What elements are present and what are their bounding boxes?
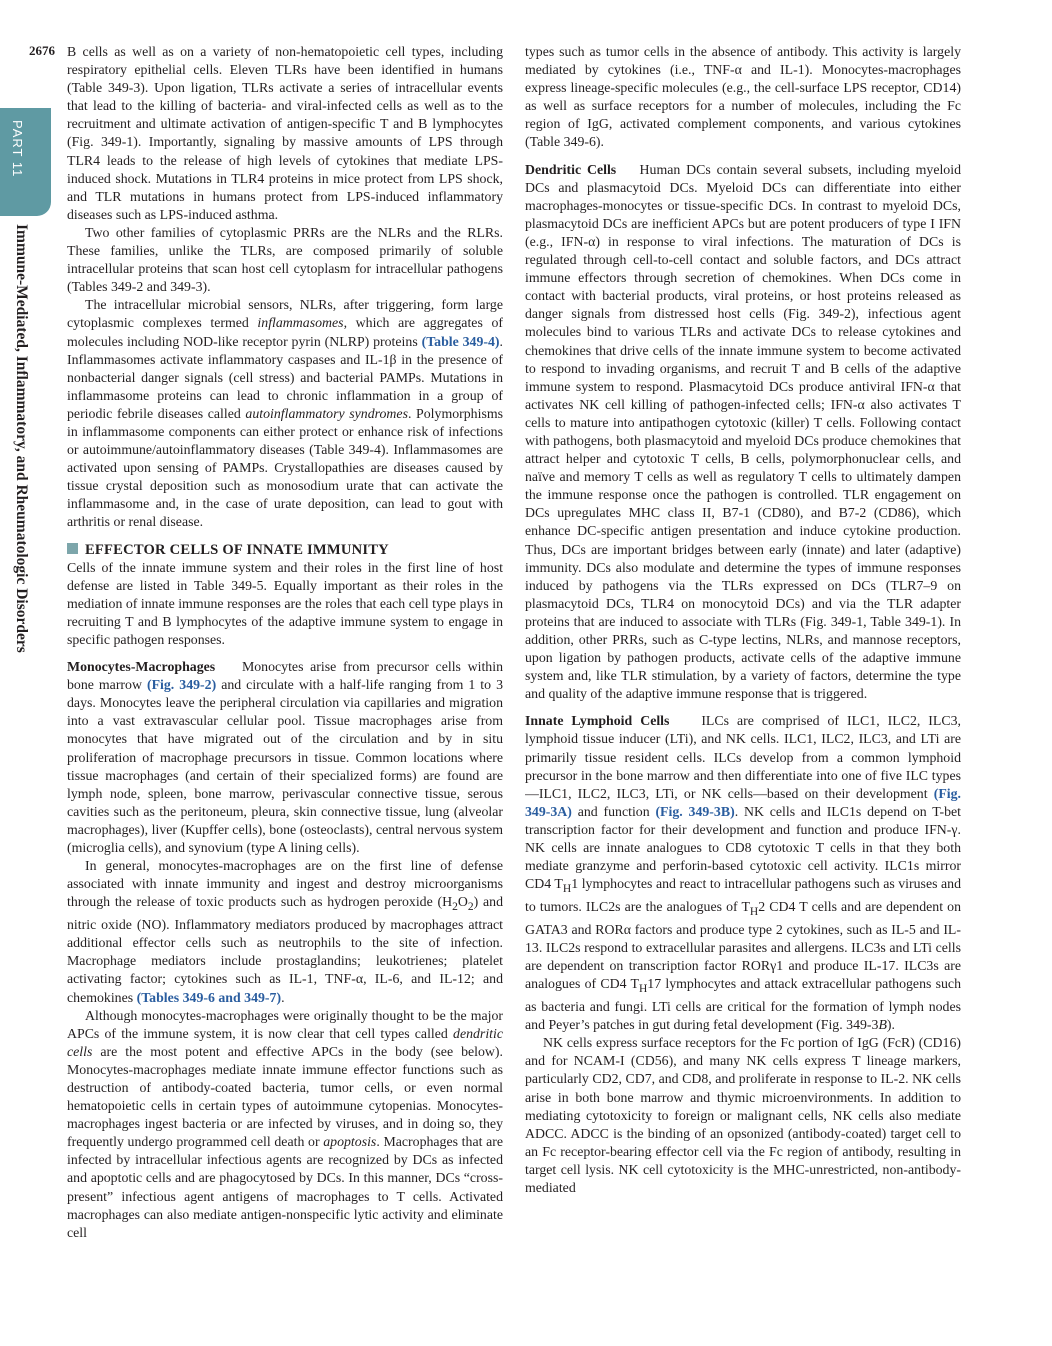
section-heading: EFFECTOR CELLS OF INNATE IMMUNITY <box>67 541 503 559</box>
paragraph: Although monocytes-macrophages were originally thought to be the major APCs of the immune system, it is now clear that cell types called dendritic cells are the most potent and effective APCs in the body (see below). Monocytes-macrophages mediate innate immune effector functions such as destruction of antibody-coated bacteria, tumor cells, or even normal hematopoietic cells in certain types of autoimmune cytopenias. Monocytes-macrophages ingest bacteria or are infected by viruses, and in doing so, they frequently undergo programmed cell death or apoptosis. Macrophages that are infected by intracellular infectious agents are recognized by DCs as infected and apoptotic cells and are phagocytosed by DCs. In this manner, DCs “cross-present” infectious agent antigens of macrophages to T cells. Activated macrophages can also mediate antigen-nonspecific lytic activity and eliminate cell <box>67 1007 503 1240</box>
subheading: Dendritic Cells <box>525 161 617 177</box>
left-column <box>67 43 503 1283</box>
term: autoinflammatory syndromes <box>245 405 408 421</box>
paragraph: In general, monocytes-macrophages are on the first line of defense associated with innate immunity and ingest and destroy microorganisms through the release of toxic products such as hydrogen peroxide $(H_2O_2)$ and nitric oxide (NO). Inflammatory mediators produced by macrophages attract additional effector cells such as neutrophils to the site of infection. Macrophage mediators include prostaglandins; leukotrienes; platelet activating factor; cytokines such as IL-1, TNF-α, IL-6, and IL-12; and chemokines (Tables 349-6 and 349-7). <box>67 858 503 1005</box>
subheading: Innate Lymphoid Cells <box>525 713 670 729</box>
table-link[interactable]: (Tables 349-6 and 349-7) <box>136 989 282 1005</box>
paragraph: NK cells express surface receptors for the Fc portion of IgG (FcR) (CD16) and for NCAM-I (CD56), and many NK cells express T lineage markers, particularly CD2, CD7, and CD8, and proliferate in response to IL-2. NK cells arise in both bone marrow and thymic microenvironments. In addition to mediating cytotoxicity to foreign or malignant cells, NK cells also mediate ADCC. ADCC is the binding of an opsonized (antibody-coated) target cell to an Fc receptor-bearing effector cell via the Fc region of antibody, resulting in target cell lysis. NK cell cytotoxicity is the MHC-unrestricted, non-antibody-mediated <box>525 1035 961 1196</box>
part-label: PART 11 <box>10 120 25 178</box>
paragraph: Cells of the innate immune system and their roles in the first line of host defense are listed in Table 349-5. Equally important as their roles in the mediation of innate immune responses are the roles that each cell type plays in recruiting T and B lymphocytes of the adaptive immune system to engage in specific pathogen responses. <box>67 559 503 647</box>
subheading: Monocytes-Macrophages <box>67 659 216 675</box>
section-marker-icon <box>67 543 78 554</box>
paragraph: Dendritic Cells Human DCs contain several subsets, including myeloid DCs and plasmacytoid DCs. Myeloid DCs can differentiate into either macrophages-monocytes or tissue-specific DCs. In contrast to myeloid DCs, plasmacytoid DCs are inefficient APCs but are potent producers of type I IFN (e.g., IFN-α) in response to viral infections. The maturation of DCs is regulated through cell-to-cell contact and soluble factors, and DCs attract immune effectors through secretion of chemokines. When DCs come in contact with bacterial products, viral proteins, or host proteins released as danger signals from distressed host cells (Fig. 349-2), infectious agent molecules bind to various TLRs and activate DCs to release cytokines and chemokines that drive cells of the innate immune system to become activated to respond to invading organisms, and recruit T and B cells of the adaptive immune system to respond. Plasmacytoid DCs produce antiviral IFN-α that activates NK cell killing of pathogen-infected cells; IFN-α also activates T cells to mature into antipathogen cytotoxic (killer) T cells. Following contact with pathogens, both plasmacytoid and myeloid DCs produce chemokines that attract helper and cytotoxic T cells, B cells, polymorphonuclear cells, and naïve and memory T cells as well as regulatory T cells to ultimately dampen the immune response once the pathogen is controlled. TLR engagement on DCs upregulates MHC class II, B7-1 (CD80), and B7-2 (CD86), which enhance DC-specific antigen presentation and induce cytokine production. Thus, DCs are important bridges between early (innate) and later (adaptive) immunity. DCs also modulate and determine the types of immune responses induced by pathogens via the TLRs expressed on DCs (TLR7–9 on plasmacytoid DCs, TLR4 on monocytoid DCs) and via the TLR adapter proteins that are induced to associate with TLRs (Fig. 349-1, Table 349-1). In addition, other PRRs, such as C-type lectins, NLRs, and mannose receptors, upon ligation by pathogen products, activate cells of the adaptive immune system and, like TLR stimulation, by a variety of factors, determine the type and quality of the adaptive immune response that is triggered. <box>525 161 961 702</box>
right-column <box>525 43 961 1283</box>
paragraph: The intracellular microbial sensors, NLRs, after triggering, form large cytoplasmic complexes termed inflammasomes, which are aggregates of molecules including NOD-like receptor pyrin (NLRP) proteins (Table 349-4). Inflammasomes activate inflammatory caspases and IL-1β in the presence of nonbacterial danger signals (cell stress) and bacterial PAMPs. Mutations in inflammasome proteins can lead to chronic inflammation in a group of periodic febrile diseases called autoinflammatory syndromes. Polymorphisms in inflammasome components can either protect or enhance risk of infections or autoimmune/autoinflammatory diseases (Table 349-4). Inflammasomes are activated upon sensing of PAMPs. Crystallopathies are diseases caused by tissue crystal deposition such as monosodium urate that can activate the inflammasome and, in the case of urate deposition, can lead to gout with arthritis or renal disease. <box>67 297 503 530</box>
table-link[interactable]: (Table 349-4) <box>421 333 500 349</box>
term: dendritic cells <box>67 1025 503 1059</box>
term: apoptosis <box>323 1134 377 1150</box>
part-tab <box>0 108 51 216</box>
figure-link[interactable]: (Fig. 349-2) <box>146 677 217 693</box>
paragraph: B cells as well as on a variety of non-hematopoietic cell types, including respiratory epithelial cells. Eleven TLRs have been identified in humans (Table 349-3). Upon ligation, TLRs activate a series of intracellular events that lead to the killing of bacteria- and viral-infected cells as well as to the recruitment and ultimate activation of antigen-specific T and B lymphocytes (Fig. 349-1). Importantly, signaling by massive amounts of LPS through TLR4 leads to the release of high levels of cytokines that mediate LPS-induced shock. Mutations in TLR4 proteins in mice protect from LPS shock, and TLR mutations in humans protect from LPS-induced inflammatory diseases such as LPS-induced asthma. <box>67 44 503 222</box>
figure-link[interactable]: (Fig. 349-3A) <box>525 785 961 819</box>
paragraph: Monocytes-Macrophages Monocytes arise from precursor cells within bone marrow (Fig. 349-2) and circulate with a half-life ranging from 1 to 3 days. Monocytes leave the peripheral circulation via capillaries and migration into a vast extravascular cellular pool. Tissue macrophages arise from monocytes that have migrated out of the circulation and by in situ proliferation of macrophage precursors in tissue. Common locations where tissue macrophages (and certain of their specialized forms) are found are lymph node, spleen, bone marrow, perivascular connective tissue, serous cavities such as the peritoneum, pleura, skin connective tissue, lung (alveolar macrophages), liver (Kupffer cells), bone (osteoclasts), central nervous system (microglia cells), and synovium (type A lining cells). <box>67 659 503 856</box>
page-number: 2676 <box>29 43 55 58</box>
paragraph: types such as tumor cells in the absence of antibody. This activity is largely mediated by cytokines (i.e., TNF-α and IL-1). Monocytes-macrophages express lineage-specific molecules (e.g., the cell-surface LPS receptor, CD14) as well as surface receptors for a number of molecules, including the Fc region of IgG, activated complement components, and various cytokines (Table 349-6). <box>525 44 961 150</box>
paragraph: Innate Lymphoid Cells ILCs are comprised of ILC1, ILC2, ILC3, lymphoid tissue inducer (LTi), and NK cells. ILC1, ILC2, ILC3, and LTi are primarily tissue resident cells. ILCs develop from a common lymphoid precursor in the bone marrow and then differentiate into one of five ILC types—ILC1, ILC2, ILC3, LTi, or NK cells—based on their development (Fig. 349-3A) and function (Fig. 349-3B). NK cells and ILC1s depend on T-bet transcription factor for their development and function and produce IFN-γ. NK cells are innate analogues to CD8 cytotoxic T cells in that they both mediate granzyme and perforin-based cytotoxic cell activity. ILC1s mirror CD4 $T_H1$ lymphocytes and react to intracellular pathogens such as viruses and to tumors. ILC2s are the analogues of $T_H2$ CD4 T cells and are dependent on GATA3 and RORα factors and produce type 2 cytokines, such as IL-5 and IL-13. ILC2s respond to extracellular parasites and allergens. ILC3s and LTi cells are dependent on transcription factor RORγ1 and produce IL-17. ILC3s are analogues of CD4 $T_H17$ lymphocytes and attack extracellular pathogens such as bacteria and fungi. LTi cells are critical for the formation of lymph nodes and Peyer’s patches in gut during fetal development (Fig. 349-3B). <box>525 713 961 1033</box>
part-title: Immune-Mediated, Inflammatory, and Rheumatologic Disorders <box>13 224 30 653</box>
paragraph: Two other families of cytoplasmic PRRs are the NLRs and the RLRs. These families, unlike the TLRs, are composed primarily of soluble intracellular proteins that scan host cell cytoplasm for intracellular pathogens (Tables 349-2 and 349-3). <box>67 224 503 295</box>
figure-link[interactable]: (Fig. 349-3B) <box>655 803 735 819</box>
term: inflammasomes <box>257 315 344 331</box>
